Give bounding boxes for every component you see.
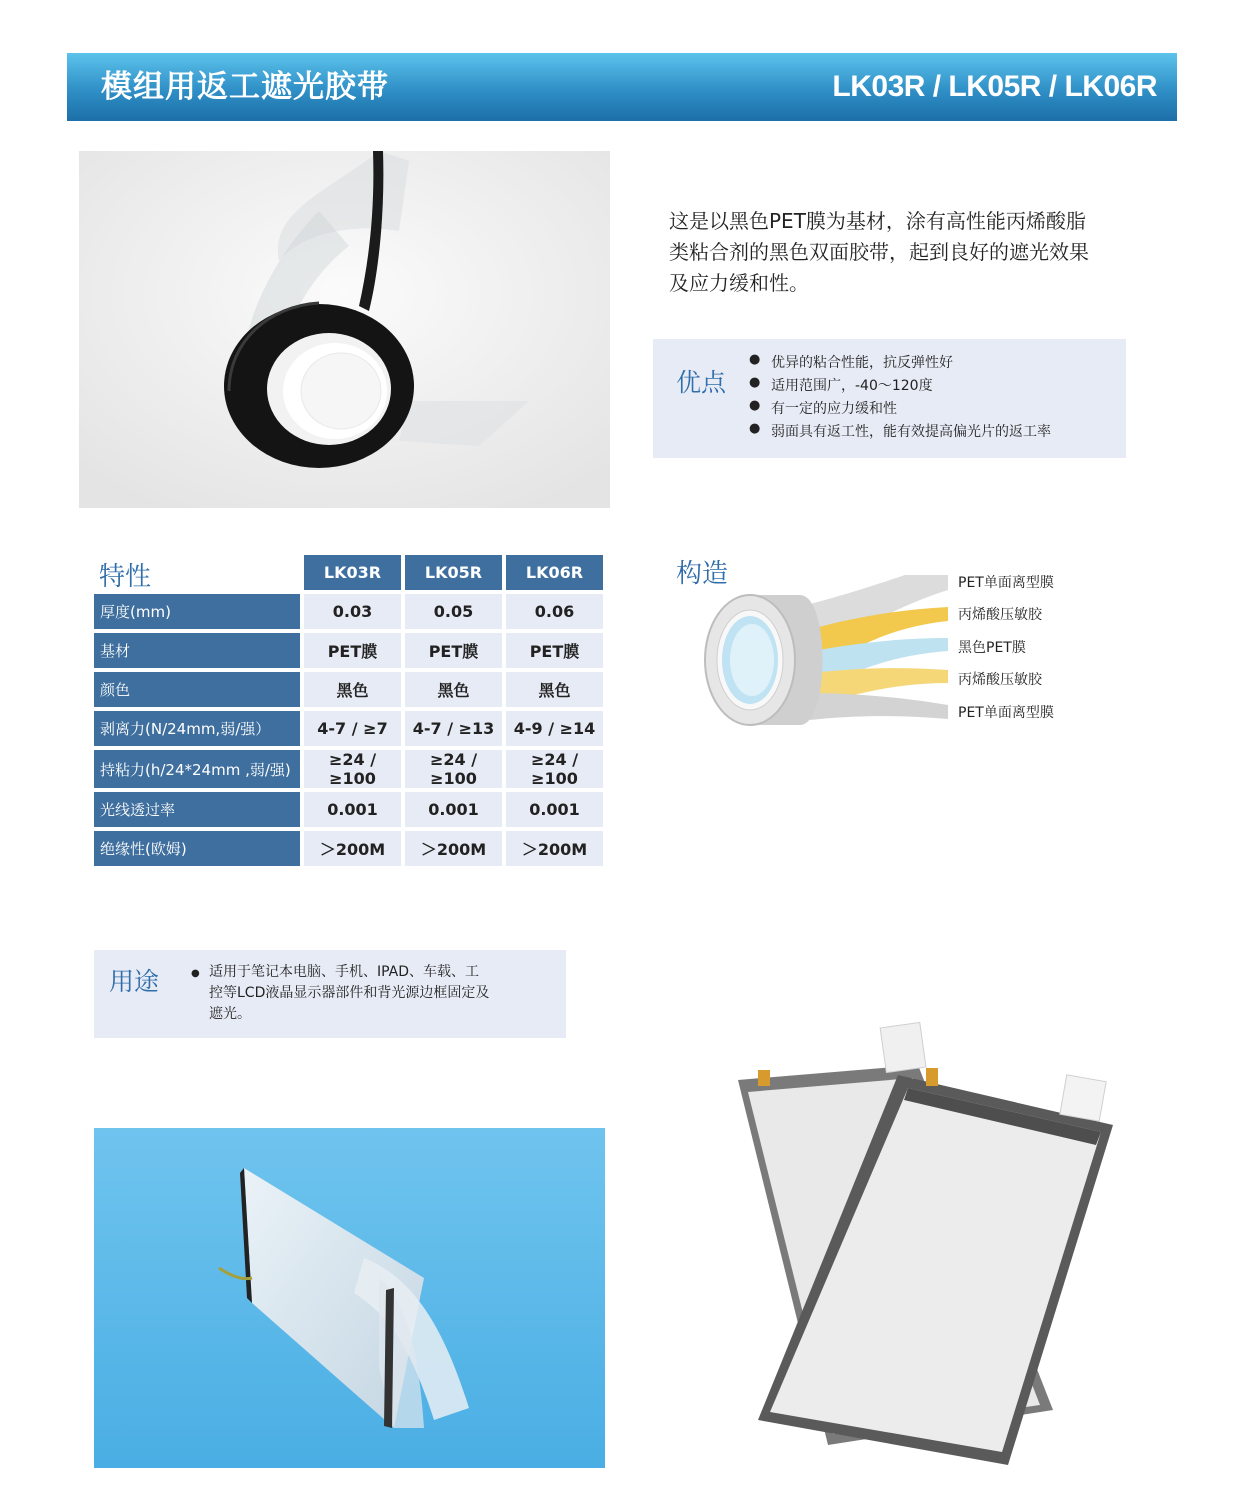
advantages-panel [653,339,1126,458]
advantages-label: 优点 [676,368,727,397]
row-label: 基材 [94,633,300,668]
page-title: 模组用返工遮光胶带 [101,69,389,105]
table-cell: 4-7 / ≥13 [405,711,502,746]
application-photo-backlight [718,1020,1128,1470]
row-label: 绝缘性(欧姆) [94,831,300,866]
table-cell: 0.001 [304,792,401,827]
bullet-icon: ● [749,421,761,436]
row-label: 厚度(mm) [94,594,300,629]
description-line: 及应力缓和性。 [669,271,809,295]
table-row [94,711,603,746]
table-row [94,672,603,707]
page-header [67,53,1177,121]
layer-label: PET单面离型膜 [958,575,1054,591]
model-numbers: LK03R / LK05R / LK06R [832,70,1157,103]
table-cell: 0.05 [405,594,502,629]
row-label: 颜色 [94,672,300,707]
bullet-icon: ● [749,352,761,367]
table-cell: ≥24 / ≥100 [506,750,603,788]
table-cell: ＞200M [304,831,401,866]
layer-label: 丙烯酸压敏胶 [958,607,1042,623]
table-row [94,831,603,866]
product-description [669,206,1139,299]
table-row [94,594,603,629]
table-row [94,750,603,788]
row-label: 持粘力(h/24*24mm ,弱/强) [94,750,300,788]
table-cell: 4-7 / ≥7 [304,711,401,746]
table-cell: 0.001 [405,792,502,827]
table-cell: 0.001 [506,792,603,827]
properties-table [90,551,607,870]
table-cell: PET膜 [304,633,401,668]
tape-roll-photo [79,151,610,508]
structure-label: 构造 [676,559,729,589]
layer-label: PET单面离型膜 [958,705,1054,721]
table-cell: 4-9 / ≥14 [506,711,603,746]
table-row [94,633,603,668]
table-cell: ≥24 / ≥100 [304,750,401,788]
table-cell: ＞200M [405,831,502,866]
description-line: 类粘合剂的黑色双面胶带，起到良好的遮光效果 [669,240,1089,264]
column-header: LK05R [405,555,502,590]
table-cell: 黑色 [405,672,502,707]
row-label: 剥离力(N/24mm,弱/强） [94,711,300,746]
table-row [94,792,603,827]
list-item: ● 适用于笔记本电脑、手机、IPAD、车载、工控等LCD液晶显示器部件和背光源边框固定及遮光。 [191,964,490,1022]
table-cell: ≥24 / ≥100 [405,750,502,788]
table-cell: PET膜 [506,633,603,668]
table-cell: 黑色 [304,672,401,707]
bullet-icon: ● [749,398,761,413]
table-header-row [94,555,603,590]
column-header: LK03R [304,555,401,590]
bullet-icon: ● [191,968,200,979]
description-line: 这是以黑色PET膜为基材，涂有高性能丙烯酸脂 [669,209,1086,233]
bullet-icon: ● [749,375,761,390]
application-photo-film [94,1128,605,1468]
usage-panel [94,950,566,1038]
list-item: ● 有一定的应力缓和性 [749,398,897,417]
table-cell: 黑色 [506,672,603,707]
list-item: ● 适用范围广，-40～120度 [749,375,933,394]
advantages-list [749,352,1051,444]
structure-diagram [690,565,955,735]
properties-label: 特性 [99,562,152,592]
table-cell: 0.03 [304,594,401,629]
usage-label: 用途 [109,967,160,996]
table-cell: ＞200M [506,831,603,866]
table-cell: PET膜 [405,633,502,668]
table-cell: 0.06 [506,594,603,629]
column-header: LK06R [506,555,603,590]
row-label: 光线透过率 [94,792,300,827]
list-item: ● 优异的粘合性能，抗反弹性好 [749,352,953,371]
layer-label: 丙烯酸压敏胶 [958,672,1042,688]
layer-label: 黑色PET膜 [958,640,1026,656]
list-item: ● 弱面具有返工性，能有效提高偏光片的返工率 [749,421,1051,440]
usage-list [191,962,491,1025]
